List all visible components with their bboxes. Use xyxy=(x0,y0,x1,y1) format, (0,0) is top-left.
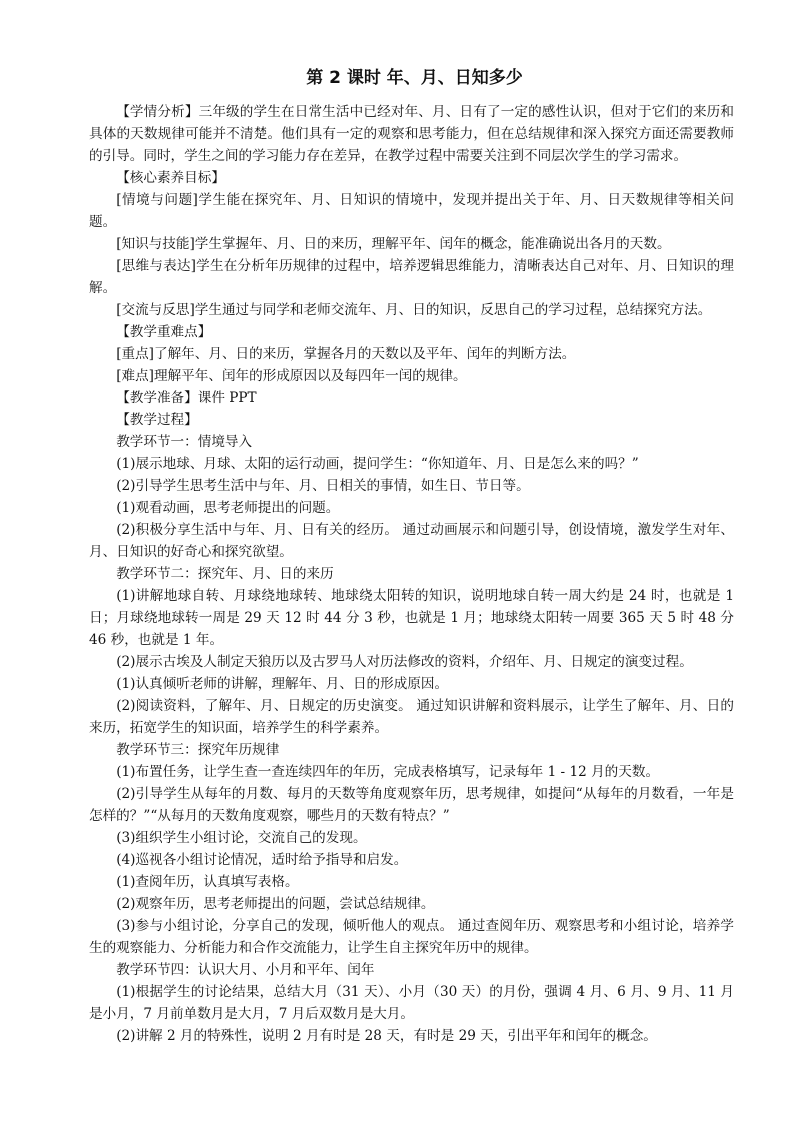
document-title: 第 2 课时 年、月、日知多少 xyxy=(306,68,523,88)
goal-knowledge: [知识与技能]学生掌握年、月、日的来历，理解平年、闰年的概念，能准确说出各月的天数。 xyxy=(116,236,671,252)
section-2-heading: 教学环节二：探究年、月、日的来历 xyxy=(116,566,334,582)
goal-situation: [情境与问题]学生能在探究年、月、日知识的情境中，发现并提出关于年、月、日天数规律等相关问题。 xyxy=(89,192,734,230)
goal-communication: [交流与反思]学生通过与同学和老师交流年、月、日的知识，反思自己的学习过程，总结探究方法。 xyxy=(116,302,712,318)
learning-analysis-paragraph: 【学情分析】三年级的学生在日常生活中已经对年、月、日有了一定的感性认识，但对于它们的来历和具体的天数规律可能并不清楚。他们具有一定的观察和思考能力，但在总结规律和深入探究方面还需要教师的引导。同时，学生之间的学习能力存在差异，在教学过程中需要关注到不同层次学生的学习需求。 xyxy=(89,104,734,164)
section-3-item: (3)组织学生小组讨论，交流自己的发现。 xyxy=(116,830,367,846)
section-1-item: (1)展示地球、月球、太阳的运行动画，提问学生：“你知道年、月、日是怎么来的吗？” xyxy=(116,456,639,472)
teaching-preparation: 【教学准备】课件 PPT xyxy=(116,390,257,406)
key-difficult-heading: 【教学重难点】 xyxy=(116,324,212,340)
section-2-item: (1)认真倾听老师的讲解，理解年、月、日的形成原因。 xyxy=(116,676,449,692)
section-3-item: (2)引导学生从每年的月数、每月的天数等角度观察年历，思考规律，如提问“从每年的月数看，一年是怎样的？”“从每月的天数角度观察，哪些月的天数有特点？” xyxy=(89,786,734,824)
key-point: [重点]了解年、月、日的来历，掌握各月的天数以及平年、闰年的判断方法。 xyxy=(116,346,576,362)
section-3-item: (1)查阅年历，认真填写表格。 xyxy=(116,874,299,890)
core-literacy-heading: 【核心素养目标】 xyxy=(116,170,225,186)
section-2-item: (1)讲解地球自转、月球绕地球转、地球绕太阳转的知识，说明地球自转一周大约是 24 时，也就是 1 日；月球绕地球转一周是 29 天 12 时 44 分 3 秒，也就是 1 月；地球绕太阳转一周要 365 天 5 时 48 分 46 秒，也就是 1 年。 xyxy=(89,588,734,648)
section-3-heading: 教学环节三：探究年历规律 xyxy=(116,742,280,758)
section-3-item: (1)布置任务，让学生查一查连续四年的年历，完成表格填写，记录每年 1 - 12 月的天数。 xyxy=(116,764,660,780)
section-1-item: (2)引导学生思考生活中与年、月、日相关的事情，如生日、节日等。 xyxy=(116,478,530,494)
section-3-item: (3)参与小组讨论，分享自己的发现，倾听他人的观点。 通过查阅年历、观察思考和小组讨论，培养学生的观察能力、分析能力和合作交流能力，让学生自主探究年历中的规律。 xyxy=(89,918,734,956)
section-4-item: (1)根据学生的讨论结果，总结大月（31 天）、小月（30 天）的月份，强调 4 月、6 月、9 月、11 月是小月，7 月前单数月是大月，7 月后双数月是大月。 xyxy=(89,984,734,1022)
section-1-item: (1)观看动画，思考老师提出的问题。 xyxy=(116,500,340,516)
section-3-item: (4)巡视各小组讨论情况，适时给予指导和启发。 xyxy=(116,852,408,868)
section-4-item: (2)讲解 2 月的特殊性，说明 2 月有时是 28 天，有时是 29 天，引出平年和闰年的概念。 xyxy=(116,1028,657,1044)
difficult-point: [难点]理解平年、闰年的形成原因以及每四年一闰的规律。 xyxy=(116,368,467,384)
section-1-heading: 教学环节一：情境导入 xyxy=(116,434,253,450)
goal-thinking: [思维与表达]学生在分析年历规律的过程中，培养逻辑思维能力，清晰表达自己对年、月、日知识的理解。 xyxy=(89,258,734,296)
section-2-item: (2)阅读资料，了解年、月、日规定的历史演变。 通过知识讲解和资料展示，让学生了解年、月、日的来历，拓宽学生的知识面，培养学生的科学素养。 xyxy=(89,698,734,736)
section-2-item: (2)展示古埃及人制定天狼历以及古罗马人对历法修改的资料，介绍年、月、日规定的演变过程。 xyxy=(116,654,693,670)
section-3-item: (2)观察年历，思考老师提出的问题，尝试总结规律。 xyxy=(116,896,435,912)
section-4-heading: 教学环节四：认识大月、小月和平年、闰年 xyxy=(116,962,375,978)
section-1-item: (2)积极分享生活中与年、月、日有关的经历。 通过动画展示和问题引导，创设情境，激发学生对年、月、日知识的好奇心和探究欲望。 xyxy=(89,522,734,560)
teaching-process-heading: 【教学过程】 xyxy=(116,412,198,428)
